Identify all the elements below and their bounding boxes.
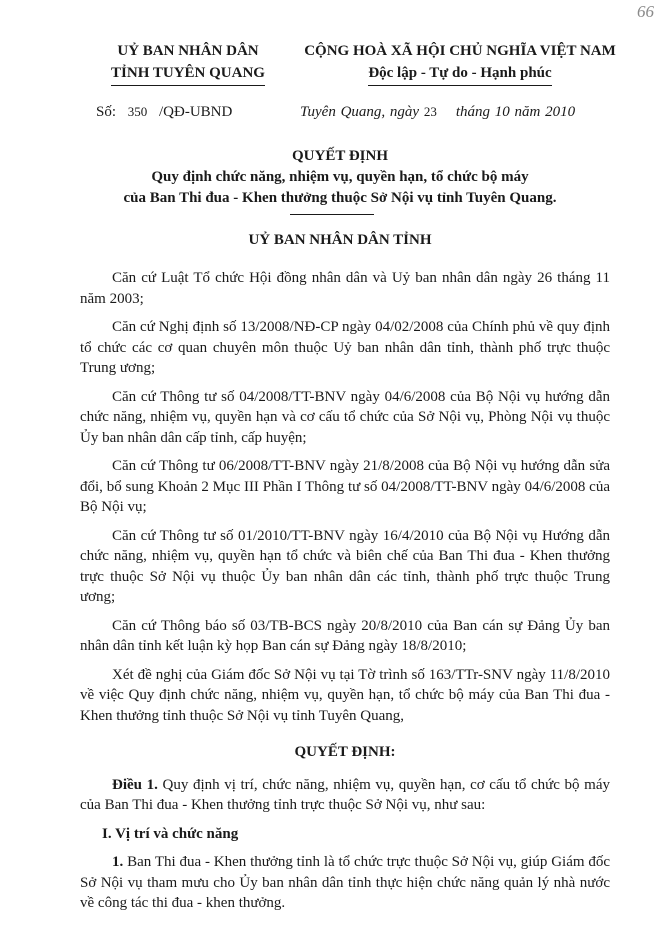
date-month-label: tháng — [455, 104, 490, 120]
date-year-label: năm — [514, 104, 541, 120]
preamble-paragraph: Căn cứ Thông tư 06/2008/TT-BNV ngày 21/8/2008 của Bộ Nội vụ hướng dẫn sửa đổi, bổ sung Khoản 2 Mục III Phần I Thông tư số 04/2008/TT-BNV ngày 04/6/2008 của Bộ Nội vụ; — [80, 458, 610, 515]
preamble-paragraph: Căn cứ Thông báo số 03/TB-BCS ngày 20/8/2010 của Ban cán sự Đảng Ủy ban nhân dân tỉnh kết luận kỳ họp Ban cán sự Đảng ngày 18/8/2010; — [80, 617, 610, 654]
title-divider — [290, 214, 374, 215]
council-heading: UỶ BAN NHÂN DÂN TỈNH — [248, 232, 432, 248]
authority-line-1: UỶ BAN NHÂN DÂN — [117, 43, 259, 59]
title-line-2: của Ban Thi đua - Khen thưởng thuộc Sở Nội vụ tỉnh Tuyên Quang. — [123, 190, 557, 206]
article-1-label: Điều 1. — [112, 776, 158, 793]
number-suffix: /QĐ-UBND — [159, 104, 233, 120]
date-month: 10 — [494, 104, 510, 120]
corner-mark: 66 — [637, 2, 654, 21]
section-1-item-1 — [80, 852, 610, 914]
motto-wrap — [270, 62, 650, 86]
item-1-label: 1. — [112, 854, 124, 870]
authority-line-2-wrap — [78, 62, 298, 86]
date-year: 2010 — [545, 104, 576, 120]
preamble-paragraph: Xét đề nghị của Giám đốc Sở Nội vụ tại Tờ trình số 163/TTr-SNV ngày 11/8/2010 về việc Quy định chức năng, nhiệm vụ, quyền hạn, tổ chức bộ máy của Ban Thi đua - Khen thưởng tỉnh thuộc Sở Nội vụ tỉnh Tuyên Quang, — [80, 666, 610, 724]
national-motto — [270, 40, 650, 86]
issuing-authority — [78, 40, 298, 86]
authority-line-2: TỈNH TUYÊN QUANG — [111, 62, 265, 86]
article-1 — [80, 775, 610, 816]
motto: Độc lập - Tự do - Hạnh phúc — [368, 62, 551, 86]
item-1-text: Ban Thi đua - Khen thưởng tỉnh là tổ chức trực thuộc Sở Nội vụ, giúp Giám đốc Sở Nội vụ tham mưu cho Ủy ban nhân dân tỉnh thực hiện chức năng quản lý nhà nước về công tác thi đua - khen thưởng. — [80, 854, 611, 911]
document-body — [80, 268, 610, 922]
date-prefix: Tuyên Quang, ngày — [300, 104, 420, 120]
preamble-paragraph: Căn cứ Thông tư số 01/2010/TT-BNV ngày 16/4/2010 của Bộ Nội vụ Hướng dẫn chức năng, nhiệm vụ, quyền hạn tổ chức và biên chế của Ban Thi đua - Khen thưởng trực thuộc Sở Nội vụ thuộc Ủy ban nhân dân các tỉnh, thành phố trực thuộc Trung ương; — [80, 527, 610, 605]
document-date — [300, 104, 575, 121]
preamble-paragraph: Căn cứ Nghị định số 13/2008/NĐ-CP ngày 04/02/2008 của Chính phủ về quy định tổ chức các cơ quan chuyên môn thuộc Uỷ ban nhân dân tỉnh, thành phố trực thuộc Trung ương; — [80, 319, 610, 376]
country-name: CỘNG HOÀ XÃ HỘI CHỦ NGHĨA VIỆT NAM — [304, 43, 616, 59]
document-number — [96, 104, 232, 121]
title-line-1: Quy định chức năng, nhiệm vụ, quyền hạn, tổ chức bộ máy — [151, 169, 529, 185]
document-title — [60, 146, 620, 209]
section-1-heading: I. Vị trí và chức năng — [102, 825, 239, 842]
decision-heading: QUYẾT ĐỊNH: — [294, 744, 396, 760]
title-heading: QUYẾT ĐỊNH — [292, 148, 388, 164]
preamble-paragraph: Căn cứ Thông tư số 04/2008/TT-BNV ngày 04/6/2008 của Bộ Nội vụ hướng dẫn chức năng, nhiệm vụ, quyền hạn và cơ cấu tổ chức của Sở Nội vụ, Phòng Nội vụ thuộc Ủy ban nhân dân cấp tỉnh, cấp huyện; — [80, 388, 610, 446]
article-1-text: Quy định vị trí, chức năng, nhiệm vụ, quyền hạn, cơ cấu tổ chức bộ máy của Ban Thi đua - Khen thưởng tỉnh trực thuộc Sở Nội vụ, như sau: — [80, 776, 611, 813]
number-prefix: Số: — [96, 104, 117, 120]
number-value: 350 — [127, 104, 148, 119]
date-day: 23 — [423, 104, 437, 119]
preamble-paragraph: Căn cứ Luật Tổ chức Hội đồng nhân dân và Uỷ ban nhân dân ngày 26 tháng 11 năm 2003; — [80, 270, 610, 307]
